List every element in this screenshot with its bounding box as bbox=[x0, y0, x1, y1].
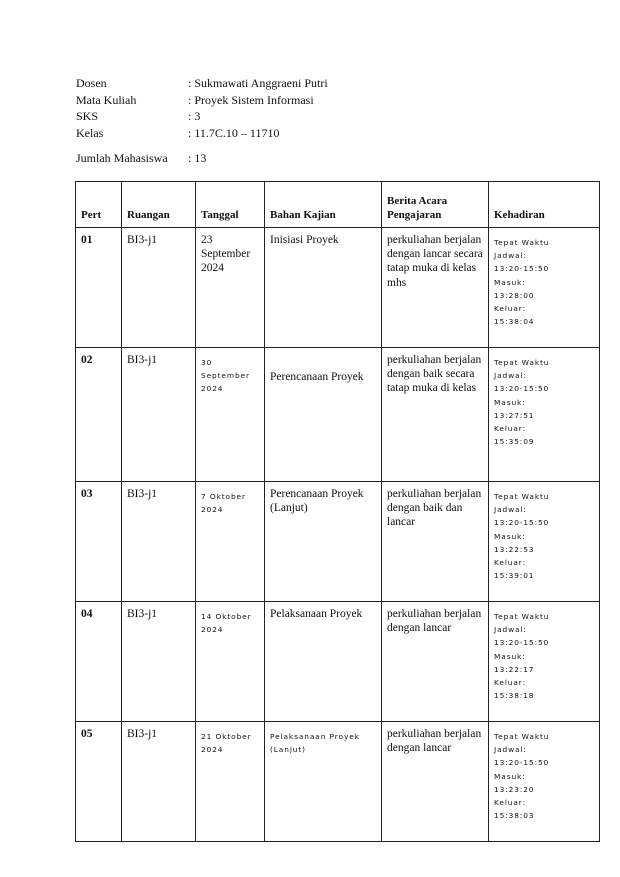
cell-tanggal: 30 September 2024 bbox=[196, 348, 265, 482]
info-value: : Sukmawati Anggraeni Putri bbox=[188, 76, 328, 90]
header-ruangan: Ruangan bbox=[122, 182, 196, 228]
cell-ruangan: BI3-j1 bbox=[122, 602, 196, 722]
table-header-row bbox=[76, 182, 600, 228]
header-kehadiran: Kehadiran bbox=[489, 182, 600, 228]
cell-kehadiran: Tepat Waktu Jadwal: 13:20-15:50 Masuk: 13:22:17 Keluar: 15:38:18 bbox=[489, 602, 600, 722]
info-jumlah-mahasiswa bbox=[76, 150, 328, 167]
cell-bahan-kajian: Perencanaan Proyek bbox=[265, 348, 382, 482]
info-mata-kuliah bbox=[76, 92, 328, 109]
cell-berita-acara: perkuliahan berjalan dengan lancar secara tatap muka di kelas mhs bbox=[382, 228, 489, 348]
table-row bbox=[76, 482, 600, 602]
table-row bbox=[76, 602, 600, 722]
cell-kehadiran: Tepat Waktu Jadwal: 13:20-15:50 Masuk: 13:23:20 Keluar: 15:38:03 bbox=[489, 722, 600, 842]
cell-berita-acara: perkuliahan berjalan dengan lancar bbox=[382, 722, 489, 842]
cell-tanggal: 7 Oktober 2024 bbox=[196, 482, 265, 602]
info-label: Mata Kuliah bbox=[76, 92, 137, 107]
course-info bbox=[76, 75, 328, 167]
cell-bahan-kajian: Perencanaan Proyek (Lanjut) bbox=[265, 482, 382, 602]
table-row bbox=[76, 348, 600, 482]
cell-pert: 05 bbox=[76, 722, 122, 842]
cell-kehadiran: Tepat Waktu Jadwal: 13:20-15:50 Masuk: 13:27:51 Keluar: 15:35:09 bbox=[489, 348, 600, 482]
cell-pert: 04 bbox=[76, 602, 122, 722]
cell-pert: 03 bbox=[76, 482, 122, 602]
info-label: Jumlah Mahasiswa bbox=[76, 151, 168, 165]
cell-kehadiran: Tepat Waktu Jadwal: 13:20-15:50 Masuk: 13:28:00 Keluar: 15:38:04 bbox=[489, 228, 600, 348]
table-row bbox=[76, 722, 600, 842]
cell-berita-acara: perkuliahan berjalan dengan baik dan lancar bbox=[382, 482, 489, 602]
cell-berita-acara: perkuliahan berjalan dengan baik secara tatap muka di kelas bbox=[382, 348, 489, 482]
cell-ruangan: BI3-j1 bbox=[122, 228, 196, 348]
header-pert: Pert bbox=[76, 182, 122, 228]
header-berita-acara: Berita Acara Pengajaran bbox=[382, 182, 489, 228]
info-value: : 3 bbox=[188, 109, 201, 123]
info-value: : 13 bbox=[188, 151, 207, 165]
cell-ruangan: BI3-j1 bbox=[122, 482, 196, 602]
cell-tanggal: 21 Oktober 2024 bbox=[196, 722, 265, 842]
table-row bbox=[76, 228, 600, 348]
info-label: Kelas bbox=[76, 125, 104, 140]
cell-pert: 01 bbox=[76, 228, 122, 348]
info-label: Dosen bbox=[76, 76, 107, 90]
info-value: : 11.7C.10 – 11710 bbox=[188, 125, 280, 140]
info-kelas bbox=[76, 125, 328, 142]
cell-bahan-kajian: Pelaksanaan Proyek bbox=[265, 602, 382, 722]
cell-berita-acara: perkuliahan berjalan dengan lancar bbox=[382, 602, 489, 722]
cell-ruangan: BI3-j1 bbox=[122, 348, 196, 482]
attendance-table bbox=[75, 181, 600, 842]
cell-bahan-kajian: Inisiasi Proyek bbox=[265, 228, 382, 348]
info-dosen bbox=[76, 75, 328, 92]
header-tanggal: Tanggal bbox=[196, 182, 265, 228]
cell-kehadiran: Tepat Waktu Jadwal: 13:20-15:50 Masuk: 13:22:53 Keluar: 15:39:01 bbox=[489, 482, 600, 602]
info-label: SKS bbox=[76, 109, 99, 123]
cell-pert: 02 bbox=[76, 348, 122, 482]
cell-tanggal: 14 Oktober 2024 bbox=[196, 602, 265, 722]
header-bahan-kajian: Bahan Kajian bbox=[265, 182, 382, 228]
info-value: : Proyek Sistem Informasi bbox=[188, 92, 314, 107]
cell-bahan-kajian: Pelaksanaan Proyek (Lanjut) bbox=[265, 722, 382, 842]
cell-tanggal: 23 September 2024 bbox=[196, 228, 265, 348]
info-sks bbox=[76, 108, 328, 125]
cell-ruangan: BI3-j1 bbox=[122, 722, 196, 842]
